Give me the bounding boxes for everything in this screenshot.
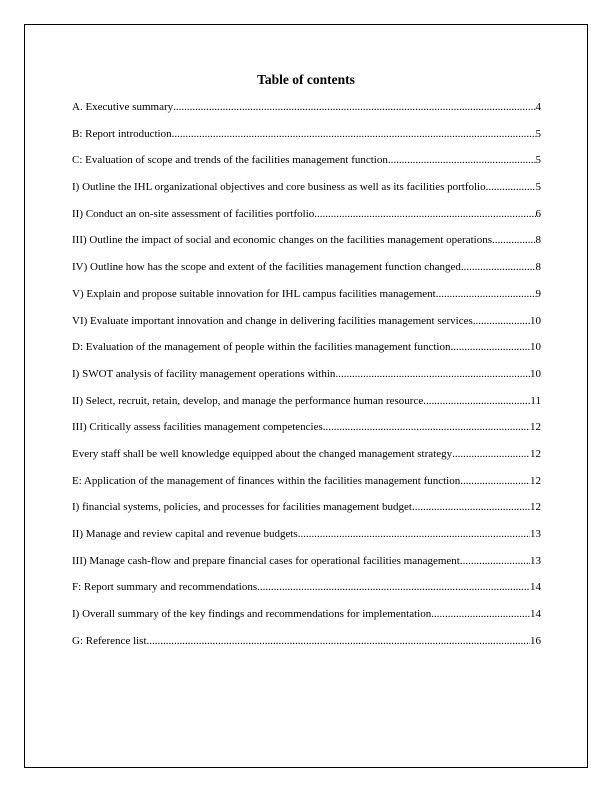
toc-entry[interactable] — [72, 364, 541, 391]
toc-dot-leader — [460, 475, 530, 488]
toc-entry[interactable] — [72, 204, 541, 231]
toc-dot-leader — [486, 181, 536, 194]
toc-entry[interactable] — [72, 230, 541, 257]
toc-dot-leader — [452, 448, 530, 461]
toc-entry[interactable] — [72, 97, 541, 124]
toc-entry-text: I) financial systems, policies, and processes for facilities management budget — [72, 501, 412, 514]
toc-entry[interactable] — [72, 497, 541, 524]
toc-page-number: 5 — [535, 127, 541, 140]
toc-dot-leader — [412, 501, 530, 514]
toc-entry-text: B: Report introduction — [72, 127, 172, 140]
toc-entry-text: II) Manage and review capital and revenue budgets — [72, 528, 298, 540]
toc-entry-text: III) Manage cash-flow and prepare financial cases for operational facilities management — [72, 554, 460, 567]
toc-page-number: 8 — [535, 234, 541, 247]
toc-entry[interactable] — [72, 551, 541, 578]
toc-entry-text: D: Evaluation of the management of people within the facilities management function — [72, 341, 451, 354]
toc-dot-leader — [173, 101, 535, 114]
toc-dot-leader — [423, 395, 530, 408]
toc-dot-leader — [147, 635, 530, 648]
toc-page-number: 12 — [530, 501, 541, 514]
toc-page-number: 12 — [530, 421, 541, 434]
toc-page-number: 8 — [535, 261, 541, 274]
toc-entry[interactable] — [72, 177, 541, 204]
toc-entry-text: I) Overall summary of the key findings and recommendations for implementation — [72, 608, 432, 621]
toc-entry[interactable] — [72, 337, 541, 364]
toc-entry-text: A. Executive summary — [72, 101, 174, 113]
toc-entry-text: Every staff shall be well knowledge equipped about the changed management strategy — [72, 447, 453, 460]
toc-entry-text: I) Outline the IHL organizational objectives and core business as well as its facilities portfolio — [72, 181, 486, 194]
toc-entry-text: II) Conduct an on-site assessment of facilities portfolio — [72, 207, 315, 220]
toc-page-number: 11 — [530, 394, 541, 407]
toc-entry-text: V) Explain and propose suitable innovation for IHL campus facilities management — [72, 287, 436, 300]
toc-page-number: 12 — [530, 474, 541, 487]
toc-entry[interactable] — [72, 311, 541, 338]
toc-dot-leader — [473, 315, 530, 328]
toc-entry-text: F: Report summary and recommendations — [72, 581, 258, 594]
toc-page-number: 4 — [535, 101, 541, 113]
toc-dot-leader — [460, 555, 530, 568]
toc-entry[interactable] — [72, 604, 541, 631]
toc-entry[interactable] — [72, 257, 541, 284]
toc-entry-text: G: Reference list — [72, 634, 147, 647]
toc-dot-leader — [388, 154, 536, 167]
toc-page-number: 12 — [530, 447, 541, 460]
toc-entry-text: III) Outline the impact of social and economic changes on the facilities management operations — [72, 234, 492, 247]
toc-entry-text: VI) Evaluate important innovation and change in delivering facilities management services — [72, 314, 473, 327]
toc-title: Table of contents — [257, 72, 355, 87]
toc-list — [72, 97, 541, 657]
toc-dot-leader — [461, 261, 536, 274]
toc-entry-text: IV) Outline how has the scope and extent of the facilities management function changed — [72, 261, 461, 274]
toc-entry[interactable] — [72, 150, 541, 177]
toc-page-number: 10 — [530, 367, 541, 380]
toc-dot-leader — [450, 341, 530, 354]
toc-entry-text: I) SWOT analysis of facility management operations within — [72, 367, 336, 380]
toc-dot-leader — [323, 421, 530, 434]
toc-page-number: 16 — [530, 634, 541, 647]
toc-dot-leader — [492, 234, 536, 247]
toc-entry-text: III) Critically assess facilities management competencies — [72, 421, 323, 434]
toc-dot-leader — [172, 128, 536, 141]
toc-page-number: 6 — [535, 207, 541, 220]
toc-page-number: 13 — [530, 528, 541, 540]
toc-entry-text: II) Select, recruit, retain, develop, and manage the performance human resource — [72, 394, 424, 407]
toc-page-number: 10 — [530, 341, 541, 354]
toc-dot-leader — [298, 528, 530, 541]
toc-page-number: 14 — [530, 581, 541, 594]
toc-dot-leader — [257, 581, 530, 594]
toc-dot-leader — [314, 208, 535, 221]
toc-page-number: 14 — [530, 608, 541, 621]
toc-entry[interactable] — [72, 631, 541, 658]
toc-dot-leader — [431, 608, 530, 621]
toc-entry-text: C: Evaluation of scope and trends of the facilities management function — [72, 154, 388, 167]
toc-page-number: 13 — [530, 554, 541, 567]
toc-page-number: 9 — [535, 287, 541, 300]
toc-dot-leader — [335, 368, 530, 381]
toc-entry[interactable] — [72, 524, 541, 551]
toc-dot-leader — [436, 288, 536, 301]
toc-page-number: 10 — [530, 314, 541, 327]
toc-entry[interactable] — [72, 444, 541, 471]
toc-entry[interactable] — [72, 124, 541, 151]
toc-entry-text: E: Application of the management of finances within the facilities management function — [72, 474, 461, 487]
toc-entry[interactable] — [72, 391, 541, 418]
toc-page-number: 5 — [535, 181, 541, 194]
toc-entry[interactable] — [72, 471, 541, 498]
toc-page-number: 5 — [535, 154, 541, 167]
toc-entry[interactable] — [72, 284, 541, 311]
toc-entry[interactable] — [72, 577, 541, 604]
toc-entry[interactable] — [72, 417, 541, 444]
